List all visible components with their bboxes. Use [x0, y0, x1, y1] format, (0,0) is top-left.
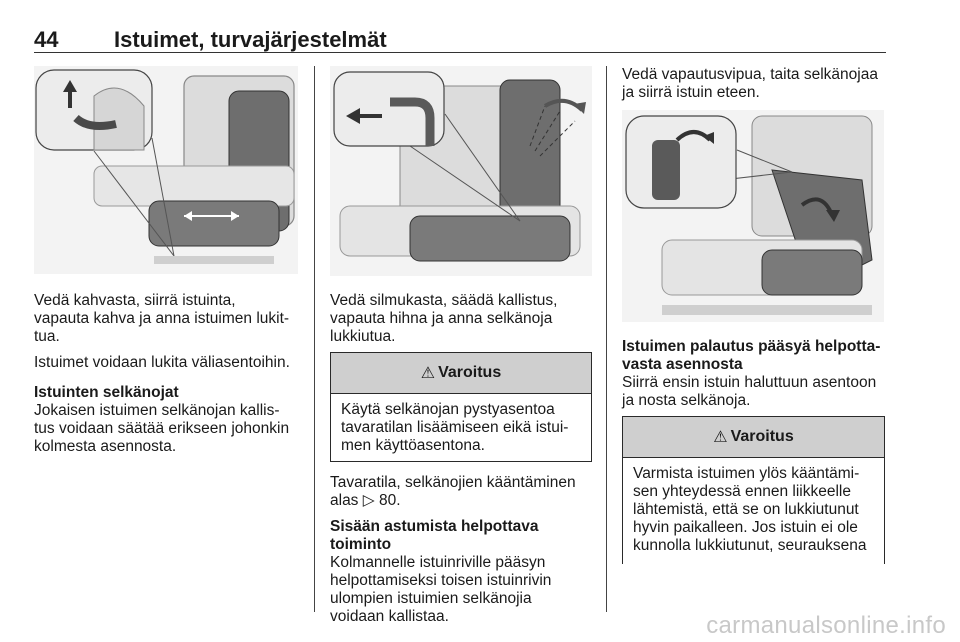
page-title: Istuimet, turvajärjestelmät — [114, 27, 387, 52]
easy-entry-paragraph: Kolmannelle istuinriville pääsyn helpottamiseksi toisen istuinrivin ulompien istuimien selkänojia voidaan kallistaa. — [330, 554, 552, 625]
easy-entry-illustration — [622, 110, 884, 322]
column-1-text — [34, 292, 300, 464]
warning-body: Käytä selkänojan pystyasentoa tavaratilan lisäämiseen eikä istui- men käyttöasentona. — [341, 401, 569, 454]
header-rule — [34, 52, 886, 53]
seat-slide-illustration — [34, 66, 298, 274]
warning-box-2 — [622, 416, 885, 564]
warning-triangle-icon: ⚠ — [713, 429, 728, 446]
column-divider-2 — [606, 66, 607, 612]
warning-title: Varoitus — [438, 364, 502, 381]
page-reference-link[interactable]: 80. — [378, 492, 401, 509]
restore-paragraph: Siirrä ensin istuin haluttuun asentoon ja nosta selkänoja. — [622, 374, 877, 409]
column-3-text-top — [622, 66, 892, 110]
column-2-text — [330, 292, 594, 354]
section-heading-easy-entry: Sisään astumista helpottava toiminto — [330, 518, 539, 553]
page-number: 44 — [34, 27, 59, 52]
watermark: carmanualsonline.info — [706, 612, 946, 639]
seat-recline-illustration — [330, 66, 592, 276]
warning-box-1 — [330, 352, 592, 462]
warning-header — [623, 417, 884, 458]
page-reference-icon[interactable]: ▷ — [362, 492, 375, 509]
section-heading-restore: Istuimen palautus pääsyä helpotta- vasta asennosta — [622, 338, 881, 373]
warning-triangle-icon: ⚠ — [420, 365, 436, 382]
warning-header — [331, 353, 591, 394]
warning-body: Varmista istuimen ylös kääntämi- sen yhteydessä ennen liikkeelle lähtemistä, että se on lukkiutunut hyvin paikalleen. Jos istuin ei ole kunnolla lukkiutunut, seurauksena — [633, 465, 867, 554]
page-header — [34, 0, 886, 52]
instruction-paragraph: Vedä kahvasta, siirrä istuinta, vapauta kahva ja anna istuimen lukit- tua. — [34, 292, 290, 345]
recline-paragraph: Vedä silmukasta, säädä kallistus, vapauta hihna ja anna selkänoja lukkiutua. — [330, 292, 558, 345]
column-3-text — [622, 338, 892, 418]
cargo-reference: Tavaratila, selkänojien kääntäminen alas ▷ 80. — [330, 474, 576, 509]
lock-note: Istuimet voidaan lukita väliasentoihin. — [34, 354, 290, 371]
column-divider-1 — [314, 66, 315, 612]
section-heading-backrests: Istuinten selkänojat — [34, 384, 179, 401]
warning-title: Varoitus — [730, 428, 794, 445]
column-2-text-lower — [330, 474, 596, 634]
release-paragraph: Vedä vapautusvipua, taita selkänojaa ja siirrä istuin eteen. — [622, 66, 878, 101]
backrest-paragraph: Jokaisen istuimen selkänojan kallis- tus voidaan säätää erikseen johonkin kolmesta asennosta. — [34, 402, 290, 455]
